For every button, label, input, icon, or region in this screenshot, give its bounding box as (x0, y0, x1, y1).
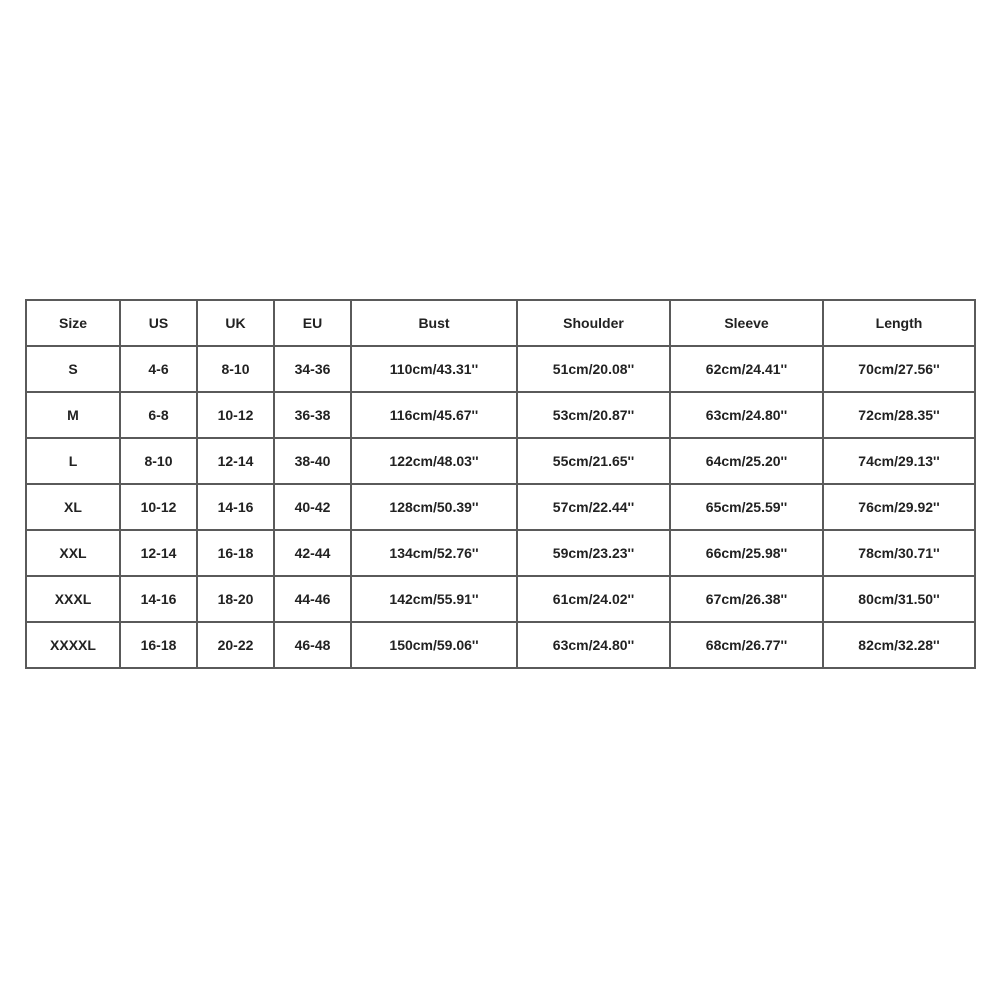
table-row (26, 484, 975, 530)
table-cell: 68cm/26.77'' (670, 622, 823, 668)
table-cell: 10-12 (197, 392, 274, 438)
table-cell: 8-10 (120, 438, 197, 484)
header-cell-shoulder: Shoulder (517, 300, 670, 346)
table-cell: 66cm/25.98'' (670, 530, 823, 576)
header-cell-length: Length (823, 300, 975, 346)
table-row (26, 622, 975, 668)
table-row (26, 392, 975, 438)
table-cell: 38-40 (274, 438, 351, 484)
table-header-row (26, 300, 975, 346)
table-cell: 4-6 (120, 346, 197, 392)
table-cell: 72cm/28.35'' (823, 392, 975, 438)
table-cell: XXXXL (26, 622, 120, 668)
table-cell: XXXL (26, 576, 120, 622)
table-cell: 14-16 (120, 576, 197, 622)
table-cell: 18-20 (197, 576, 274, 622)
table-cell: 78cm/30.71'' (823, 530, 975, 576)
table-row (26, 346, 975, 392)
table-cell: 150cm/59.06'' (351, 622, 517, 668)
table-cell: 40-42 (274, 484, 351, 530)
table-cell: 59cm/23.23'' (517, 530, 670, 576)
header-cell-eu: EU (274, 300, 351, 346)
table-cell: 46-48 (274, 622, 351, 668)
header-cell-uk: UK (197, 300, 274, 346)
table-cell: 20-22 (197, 622, 274, 668)
table-cell: 51cm/20.08'' (517, 346, 670, 392)
table-cell: 76cm/29.92'' (823, 484, 975, 530)
table-row (26, 576, 975, 622)
table-cell: 10-12 (120, 484, 197, 530)
table-cell: 61cm/24.02'' (517, 576, 670, 622)
table-cell: 122cm/48.03'' (351, 438, 517, 484)
size-chart-table (25, 299, 976, 669)
table-cell: 36-38 (274, 392, 351, 438)
table-cell: 82cm/32.28'' (823, 622, 975, 668)
table-row (26, 530, 975, 576)
table-cell: 42-44 (274, 530, 351, 576)
table-row (26, 438, 975, 484)
table-cell: 12-14 (120, 530, 197, 576)
table-cell: 110cm/43.31'' (351, 346, 517, 392)
table-cell: 128cm/50.39'' (351, 484, 517, 530)
header-cell-sleeve: Sleeve (670, 300, 823, 346)
table-cell: XL (26, 484, 120, 530)
table-cell: 55cm/21.65'' (517, 438, 670, 484)
table-cell: 16-18 (120, 622, 197, 668)
table-cell: M (26, 392, 120, 438)
table-cell: 74cm/29.13'' (823, 438, 975, 484)
table-cell: XXL (26, 530, 120, 576)
table-cell: 8-10 (197, 346, 274, 392)
table-cell: 65cm/25.59'' (670, 484, 823, 530)
header-cell-bust: Bust (351, 300, 517, 346)
table-cell: 53cm/20.87'' (517, 392, 670, 438)
header-cell-size: Size (26, 300, 120, 346)
header-cell-us: US (120, 300, 197, 346)
table-cell: 44-46 (274, 576, 351, 622)
table-cell: 62cm/24.41'' (670, 346, 823, 392)
table-cell: 70cm/27.56'' (823, 346, 975, 392)
table-cell: 80cm/31.50'' (823, 576, 975, 622)
table-cell: S (26, 346, 120, 392)
table-cell: 57cm/22.44'' (517, 484, 670, 530)
table-cell: 12-14 (197, 438, 274, 484)
table-cell: 142cm/55.91'' (351, 576, 517, 622)
table-cell: 64cm/25.20'' (670, 438, 823, 484)
table-cell: 14-16 (197, 484, 274, 530)
table-cell: 116cm/45.67'' (351, 392, 517, 438)
table-cell: L (26, 438, 120, 484)
table-cell: 134cm/52.76'' (351, 530, 517, 576)
table-cell: 67cm/26.38'' (670, 576, 823, 622)
table-cell: 6-8 (120, 392, 197, 438)
table-cell: 63cm/24.80'' (670, 392, 823, 438)
table-cell: 34-36 (274, 346, 351, 392)
table-cell: 63cm/24.80'' (517, 622, 670, 668)
table-cell: 16-18 (197, 530, 274, 576)
